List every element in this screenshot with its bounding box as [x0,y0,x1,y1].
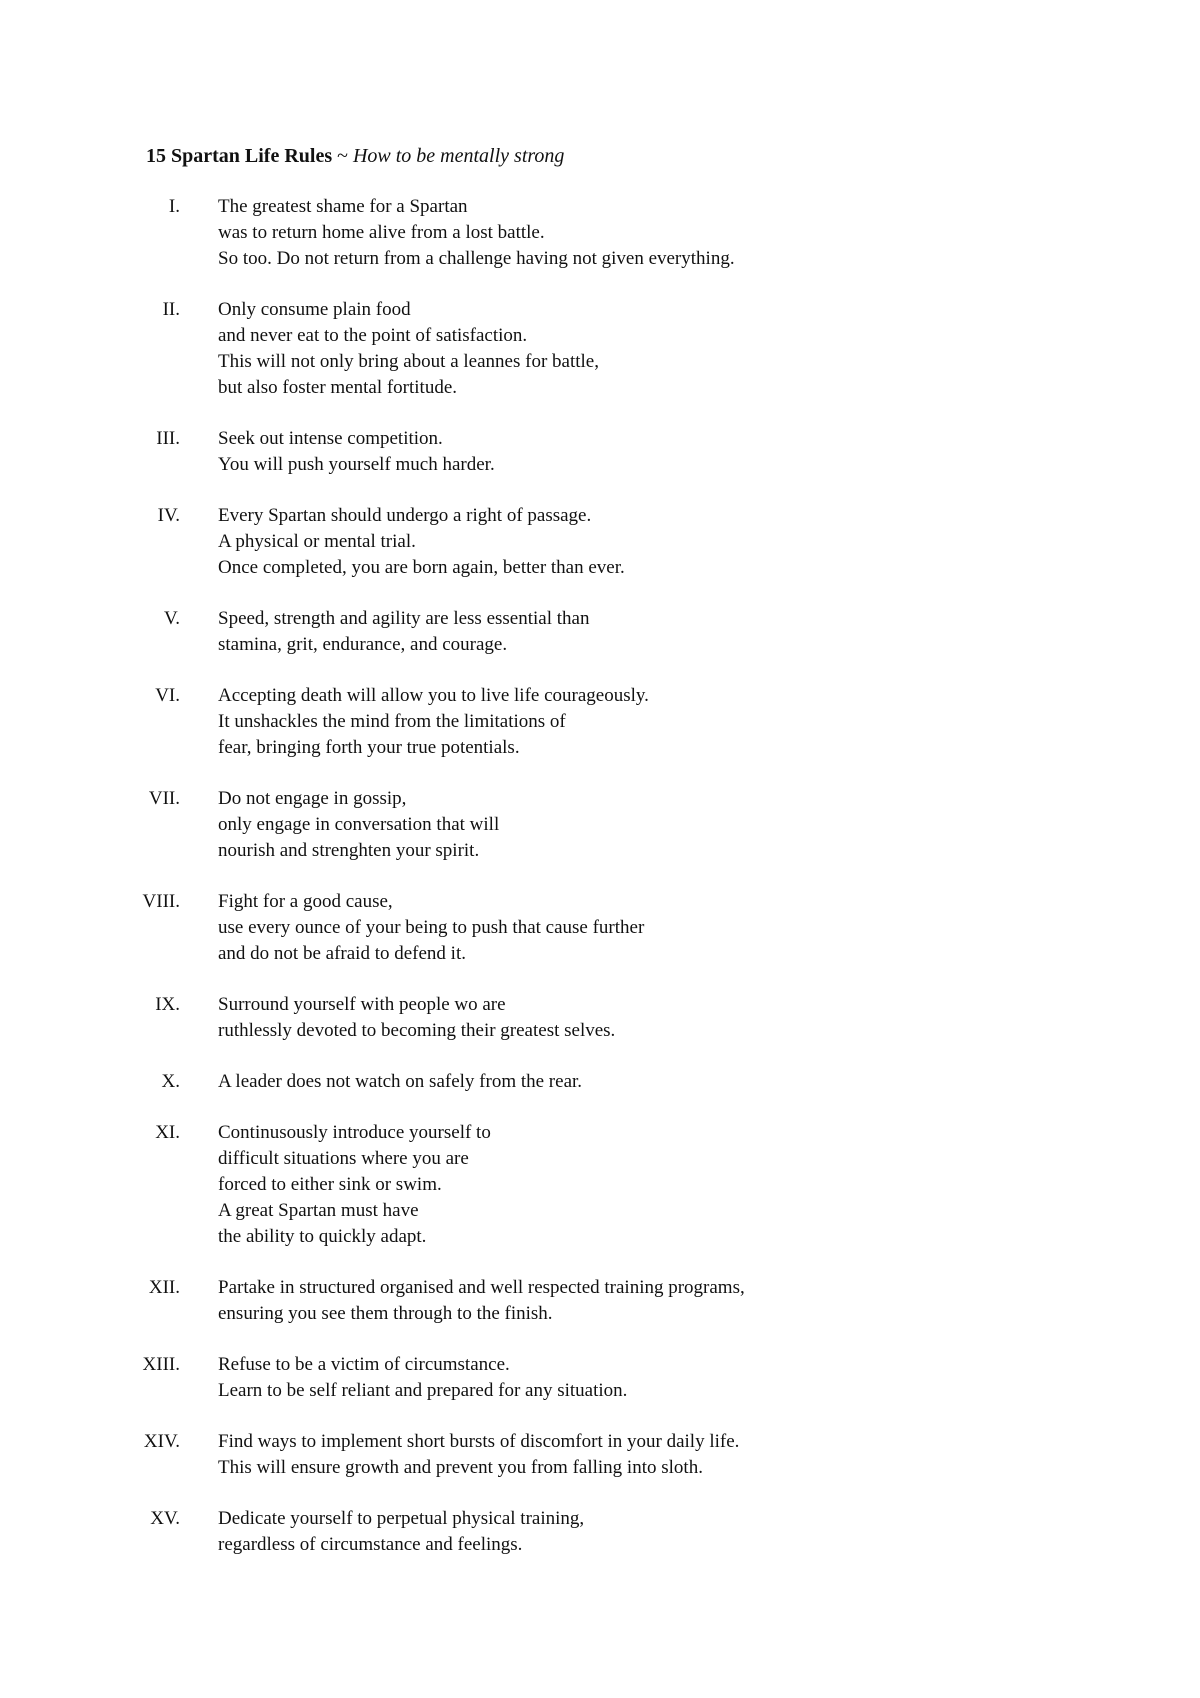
rules-list [0,194,1200,1583]
rule-item [0,786,1200,864]
rule-item [0,992,1200,1044]
rule-item [0,1429,1200,1481]
rule-numeral: X. [161,1071,180,1092]
rule-line: Dedicate yourself to perpetual physical training, [218,1508,585,1529]
rule-line: This will not only bring about a leannes for battle, [218,351,599,372]
title-subtitle: How to be mentally strong [352,145,565,167]
rule-text [218,992,1200,1044]
rule-line: the ability to quickly adapt. [218,1226,427,1247]
rule-numeral: XI. [155,1122,180,1143]
rule-line: and never eat to the point of satisfaction. [218,325,528,346]
rule-numeral: III. [156,428,180,449]
rule-text [218,297,1200,401]
rule-line: Find ways to implement short bursts of discomfort in your daily life. [218,1431,740,1452]
rule-line: use every ounce of your being to push that cause further [218,917,645,938]
rule-line: was to return home alive from a lost battle. [218,222,545,243]
rule-line: Surround yourself with people wo are [218,994,506,1015]
rule-line: Only consume plain food [218,299,411,320]
rule-numeral: XV. [150,1508,180,1529]
rule-line: So too. Do not return from a challenge having not given everything. [218,248,735,269]
rule-text [218,1429,1200,1481]
title-separator: ~ [332,145,353,167]
rule-line: stamina, grit, endurance, and courage. [218,634,508,655]
rule-line: Every Spartan should undergo a right of passage. [218,505,592,526]
rule-line: fear, bringing forth your true potentials. [218,737,520,758]
rule-line: A physical or mental trial. [218,531,416,552]
rule-line: Continusously introduce yourself to [218,1122,491,1143]
rule-item [0,1275,1200,1327]
rule-line: ruthlessly devoted to becoming their greatest selves. [218,1020,616,1041]
rule-item [0,1069,1200,1095]
rule-line: ensuring you see them through to the finish. [218,1303,553,1324]
rule-numeral: I. [168,196,180,217]
rule-numeral: VI. [155,685,180,706]
rule-item [0,683,1200,761]
rule-numeral: II. [162,299,180,320]
rule-line: Do not engage in gossip, [218,788,407,809]
rule-item [0,426,1200,478]
rule-text [218,606,1200,658]
rule-line: A leader does not watch on safely from the rear. [218,1071,583,1092]
rule-line: Accepting death will allow you to live life courageously. [218,685,649,706]
rule-line: Learn to be self reliant and prepared for any situation. [218,1380,628,1401]
document-title [146,143,564,169]
rule-text [218,683,1200,761]
rule-text [218,1506,1200,1558]
rule-line: difficult situations where you are [218,1148,469,1169]
rule-line: This will ensure growth and prevent you from falling into sloth. [218,1457,703,1478]
rule-text [218,889,1200,967]
rule-line: and do not be afraid to defend it. [218,943,466,964]
rule-line: The greatest shame for a Spartan [218,196,468,217]
rule-line: Fight for a good cause, [218,891,393,912]
rule-line: Partake in structured organised and well respected training programs, [218,1277,745,1298]
rule-line: Speed, strength and agility are less essential than [218,608,590,629]
rule-item [0,606,1200,658]
rule-numeral: XIV. [143,1431,180,1452]
rule-numeral: XIII. [142,1354,180,1375]
rule-numeral: IX. [155,994,180,1015]
rule-item [0,1120,1200,1250]
rule-line: You will push yourself much harder. [218,454,495,475]
rule-line: only engage in conversation that will [218,814,500,835]
rule-item [0,297,1200,401]
rule-numeral: V. [163,608,180,629]
title-main: 15 Spartan Life Rules [146,145,333,167]
rule-item [0,1506,1200,1558]
rule-line: regardless of circumstance and feelings. [218,1534,523,1555]
rule-line: Refuse to be a victim of circumstance. [218,1354,510,1375]
rule-numeral: VII. [148,788,180,809]
rule-numeral: XII. [148,1277,180,1298]
rule-text [218,786,1200,864]
rule-text [218,194,1200,272]
rule-line: It unshackles the mind from the limitations of [218,711,566,732]
rule-item [0,889,1200,967]
rule-numeral: IV. [157,505,180,526]
rule-text [218,503,1200,581]
rule-text [218,1120,1200,1250]
rule-line: forced to either sink or swim. [218,1174,442,1195]
rule-line: Once completed, you are born again, better than ever. [218,557,625,578]
rule-line: A great Spartan must have [218,1200,419,1221]
rule-line: nourish and strenghten your spirit. [218,840,480,861]
rule-item [0,1352,1200,1404]
rule-numeral: VIII. [142,891,180,912]
rule-item [0,194,1200,272]
rule-line: Seek out intense competition. [218,428,443,449]
rule-line: but also foster mental fortitude. [218,377,458,398]
rule-text [218,1352,1200,1404]
rule-text [218,426,1200,478]
rule-item [0,503,1200,581]
rule-text [218,1275,1200,1327]
rule-text [218,1069,1200,1095]
